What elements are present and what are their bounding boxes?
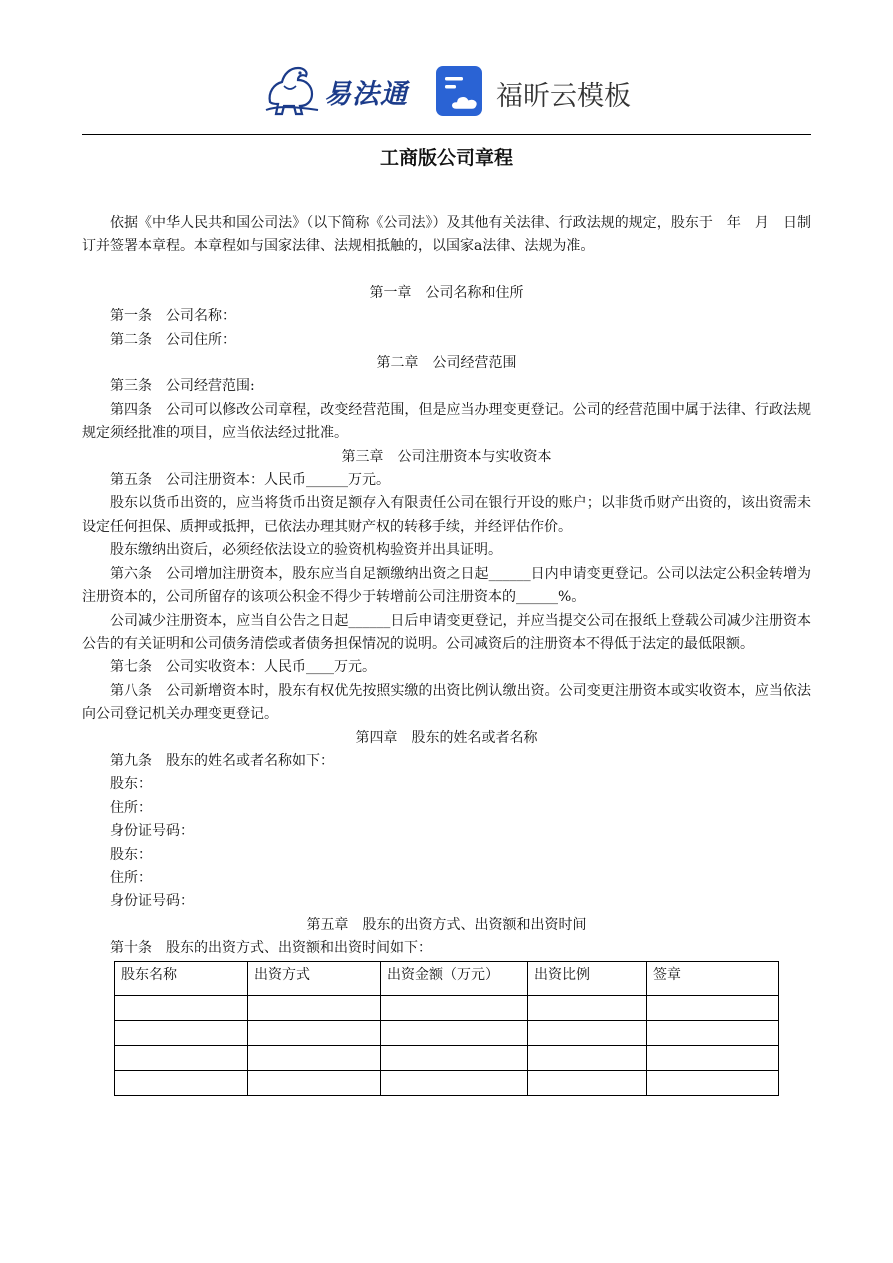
table-cell[interactable] [248,1020,381,1045]
table-row [115,1045,779,1070]
article-9: 第九条 股东的姓名或者名称如下： [110,752,334,769]
page-header [0,0,893,130]
chapter-3-heading: 第三章 公司注册资本与实收资本 [341,448,552,465]
article-10: 第十条 股东的出资方式、出资额和出资时间如下： [110,940,432,957]
table-cell[interactable] [528,1045,647,1070]
article-6-paragraph-2: 公司减少注册资本，应当自公告之日起______日后申请变更登记，并应当提交公司在报纸上登载公司减少注册资本公告的有关证明和公司债务清偿或者债务担保情况的说明。公司减资后的注册资本不得低于法定的最低限额。 [82,612,811,652]
article-4: 第四条 公司可以修改公司章程，改变经营范围，但是应当办理变更登记。公司的经营范围中属于法律、行政法规规定须经批准的项目，应当依法经过批准。 [82,401,811,442]
cloud-document-icon [436,66,488,118]
article-5-paragraph-3: 股东缴纳出资后，必须经依法设立的验资机构验资并出具证明。 [110,542,502,559]
shareholder-1-name: 股东： [110,776,152,793]
table-cell[interactable] [115,995,248,1020]
article-6: 第六条 公司增加注册资本，股东应当自足额缴纳出资之日起______日内申请变更登记。公司以法定公积金转增为注册资本的，公司所留存的该项公积金不得少于转增前公司注册资本的______%。 [82,565,811,606]
table-row [115,995,779,1020]
table-row [115,1070,779,1095]
shareholder-2-name: 股东： [110,846,152,863]
table-row [115,1020,779,1045]
table-cell[interactable] [248,1045,381,1070]
capital-contribution-table [114,961,779,1096]
table-cell[interactable] [528,1020,647,1045]
header-divider [82,134,811,135]
shareholder-1-address: 住所： [110,799,152,816]
table-header-cell: 出资金额（万元） [381,961,528,995]
article-1: 第一条 公司名称： [110,308,236,325]
table-cell[interactable] [248,1070,381,1095]
shareholder-2-id: 身份证号码： [110,893,194,910]
shareholder-1-id: 身份证号码： [110,823,194,840]
chapter-4-heading: 第四章 股东的姓名或者名称 [355,729,538,746]
article-7: 第七条 公司实收资本：人民币____万元。 [110,659,376,676]
table-cell[interactable] [647,1020,779,1045]
table-cell[interactable] [381,995,528,1020]
document-body [82,212,811,1096]
horse-logo-icon [262,62,322,118]
table-cell[interactable] [528,995,647,1020]
table-cell[interactable] [381,1070,528,1095]
article-5: 第五条 公司注册资本：人民币______万元。 [110,472,390,489]
table-header-cell: 出资方式 [248,961,381,995]
document-title: 工商版公司章程 [379,147,513,169]
table-header-cell: 签章 [647,961,779,995]
table-cell[interactable] [115,1045,248,1070]
article-5-paragraph-2: 股东以货币出资的，应当将货币出资足额存入有限责任公司在银行开设的账户；以非货币财产出资的，该出资需未设定任何担保、质押或抵押，已依法办理其财产权的转移手续，并经评估作价。 [82,495,811,535]
yifatong-logo-text: 易法通 [324,79,408,110]
table-cell[interactable] [647,1070,779,1095]
table-cell[interactable] [381,1045,528,1070]
table-cell[interactable] [647,1045,779,1070]
table-header-cell: 出资比例 [528,961,647,995]
article-3: 第三条 公司经营范围: [110,378,255,395]
foxit-template-logo-text: 福昕云模板 [496,81,631,112]
table-header-cell: 股东名称 [115,961,248,995]
table-cell[interactable] [528,1070,647,1095]
shareholder-2-address: 住所： [110,869,152,886]
chapter-1-heading: 第一章 公司名称和住所 [369,284,524,301]
table-cell[interactable] [248,995,381,1020]
table-cell[interactable] [115,1020,248,1045]
chapter-2-heading: 第二章 公司经营范围 [376,355,517,372]
chapter-5-heading: 第五章 股东的出资方式、出资额和出资时间 [306,916,587,933]
table-cell[interactable] [115,1070,248,1095]
table-header-row [115,961,779,995]
intro-paragraph: 依据《中华人民共和国公司法》（以下简称《公司法》）及其他有关法律、行政法规的规定，股东于 年 月 日制订并签署本章程。本章程如与国家法律、法规相抵触的，以国家a法律、法规为准。 [82,215,811,255]
table-cell[interactable] [647,995,779,1020]
article-8: 第八条 公司新增资本时，股东有权优先按照实缴的出资比例认缴出资。公司变更注册资本或实收资本，应当依法向公司登记机关办理变更登记。 [82,682,811,723]
yifatong-logo [262,62,414,118]
table-cell[interactable] [381,1020,528,1045]
article-2: 第二条 公司住所： [110,331,236,348]
